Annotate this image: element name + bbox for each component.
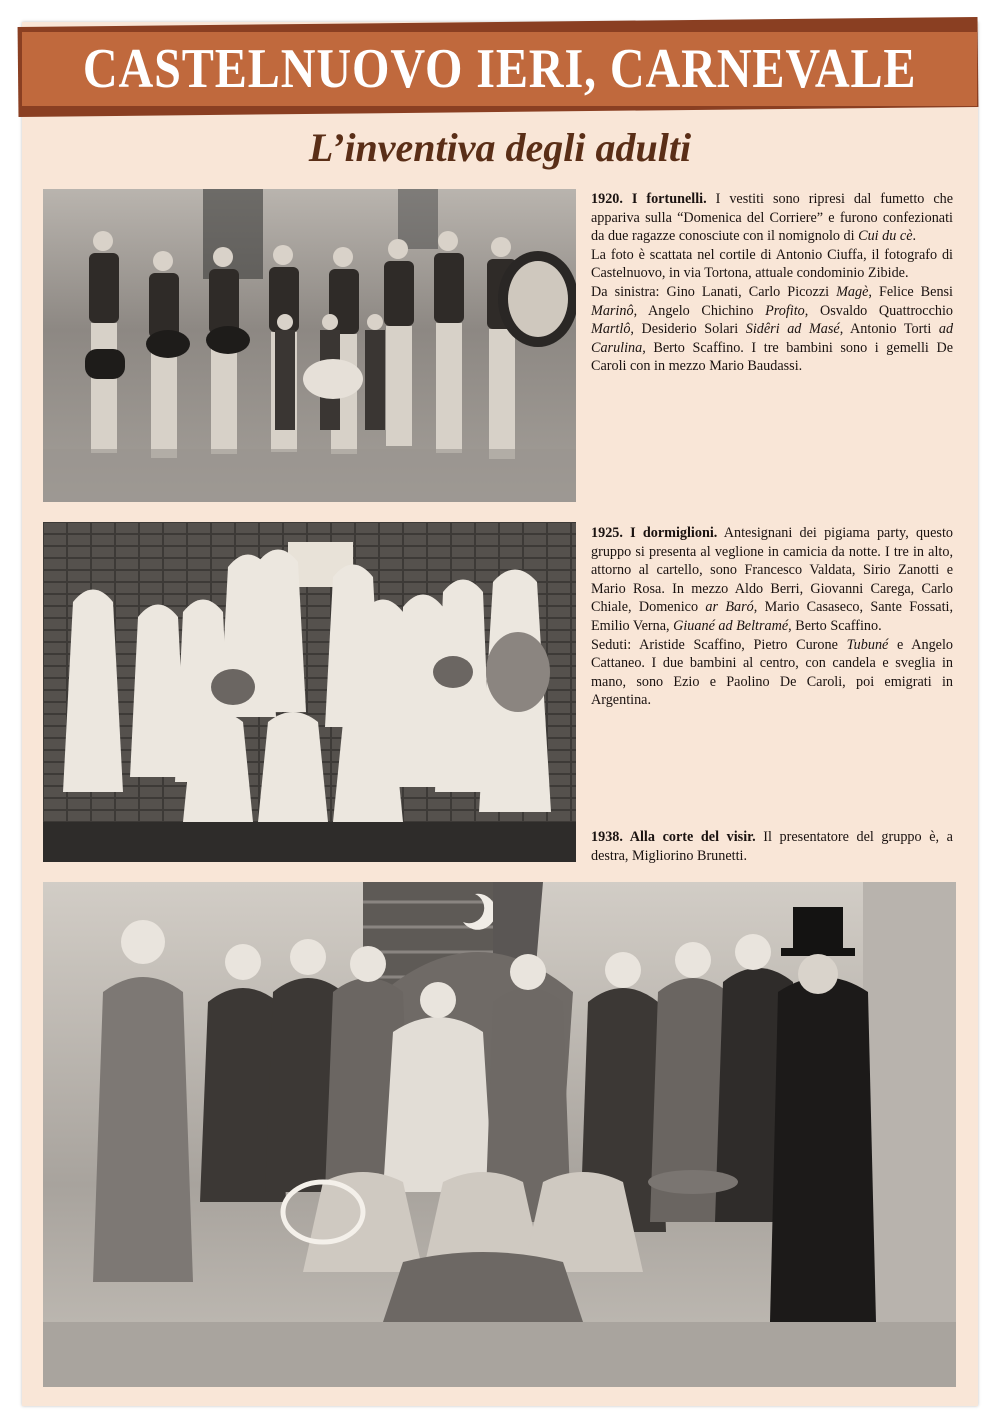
photo-1920-image xyxy=(43,189,576,502)
caption-1920-nickname: Marinô xyxy=(591,302,634,319)
caption-1920-text: . xyxy=(912,228,917,245)
caption-1925-nickname: ar Baró xyxy=(705,599,754,616)
caption-1938 xyxy=(591,828,953,865)
caption-1925-heading: 1925. I dormiglioni. xyxy=(591,525,718,541)
caption-1920-nickname: Magè xyxy=(836,283,869,300)
caption-1925-nickname: Giuané ad Beltramé xyxy=(673,617,789,634)
page-subtitle: L’inventiva degli adulti xyxy=(308,125,692,170)
caption-1925-text: Antesignani dei pigiama party, questo gruppo si presenta al veglione in camicia da notte. I tre in alto, attorno al cartello, sono Francesco Valdata, Sirio Zanotti e Mario Rosa. In mezzo Aldo Berri, Giovanni Carega, Carlo Chiale, Domenico xyxy=(591,525,953,616)
caption-1920-names: , Antonio Torti xyxy=(839,321,939,338)
photo-1925-dormiglioni xyxy=(43,522,576,862)
photo-1925-image xyxy=(43,522,576,862)
caption-1925-seated: e Angelo Cattaneo. I due bambini al centro, con candela e sveglia in mano, sono Ezio e Paolino De Caroli, poi emigrati in Argentina. xyxy=(591,636,953,709)
caption-1920-nickname: Martlô xyxy=(591,321,631,338)
caption-1920-names: , Angelo Chichino xyxy=(633,302,766,319)
caption-1920-nickname: Sidêri ad Masé xyxy=(745,321,840,338)
caption-1920-nickname: Cui du cè xyxy=(858,228,913,245)
caption-1920-names: Da sinistra: Gino Lanati, Carlo Picozzi xyxy=(591,283,837,300)
caption-1925-seated: Seduti: Aristide Scaffino, Pietro Curone xyxy=(591,636,847,653)
photo-1920-fortunelli xyxy=(43,189,576,502)
caption-1920 xyxy=(591,190,953,376)
caption-1925 xyxy=(591,524,953,710)
caption-1920-location: La foto è scattata nel cortile di Antonio Ciuffa, il fotografo di Castelnuovo, in via Tortona, attuale condominio Zibide. xyxy=(591,246,953,282)
photo-1938-corte-visir xyxy=(43,882,956,1387)
caption-1925-text: , Mario Casaseco, Sante Fossati, Emilio Verna, xyxy=(591,599,953,634)
caption-1920-names: , Desiderio Solari xyxy=(630,321,746,338)
caption-1920-names: , Osvaldo Quattrocchio xyxy=(804,302,953,319)
title-banner xyxy=(22,32,977,106)
caption-1938-text: Il presentatore del gruppo è, a destra, Migliorino Brunetti. xyxy=(591,829,953,864)
caption-1920-names: , Felice Bensi xyxy=(868,283,953,300)
caption-1920-text: I vestiti sono ripresi dal fumetto che appariva sulla “Domenica del Corriere” e furono confezionati da due ragazze conosciute con il nomignolo di xyxy=(591,191,954,245)
caption-1925-nickname: Tubuné xyxy=(846,636,889,653)
caption-1920-heading: 1920. I fortunelli. xyxy=(591,191,707,207)
caption-1920-names: , Berto Scaffino. I tre bambini sono i gemelli De Caroli con in mezzo Mario Baudassi. xyxy=(591,339,953,375)
caption-1920-nickname: ad Carulina xyxy=(591,321,954,356)
caption-1938-heading: 1938. Alla corte del visir. xyxy=(591,829,756,845)
photo-1938-image xyxy=(43,882,956,1387)
caption-1925-text: , Berto Scaffino. xyxy=(788,617,882,634)
caption-1920-nickname: Profito xyxy=(765,302,805,319)
page-title: CASTELNUOVO IERI, CARNEVALE xyxy=(82,38,917,100)
